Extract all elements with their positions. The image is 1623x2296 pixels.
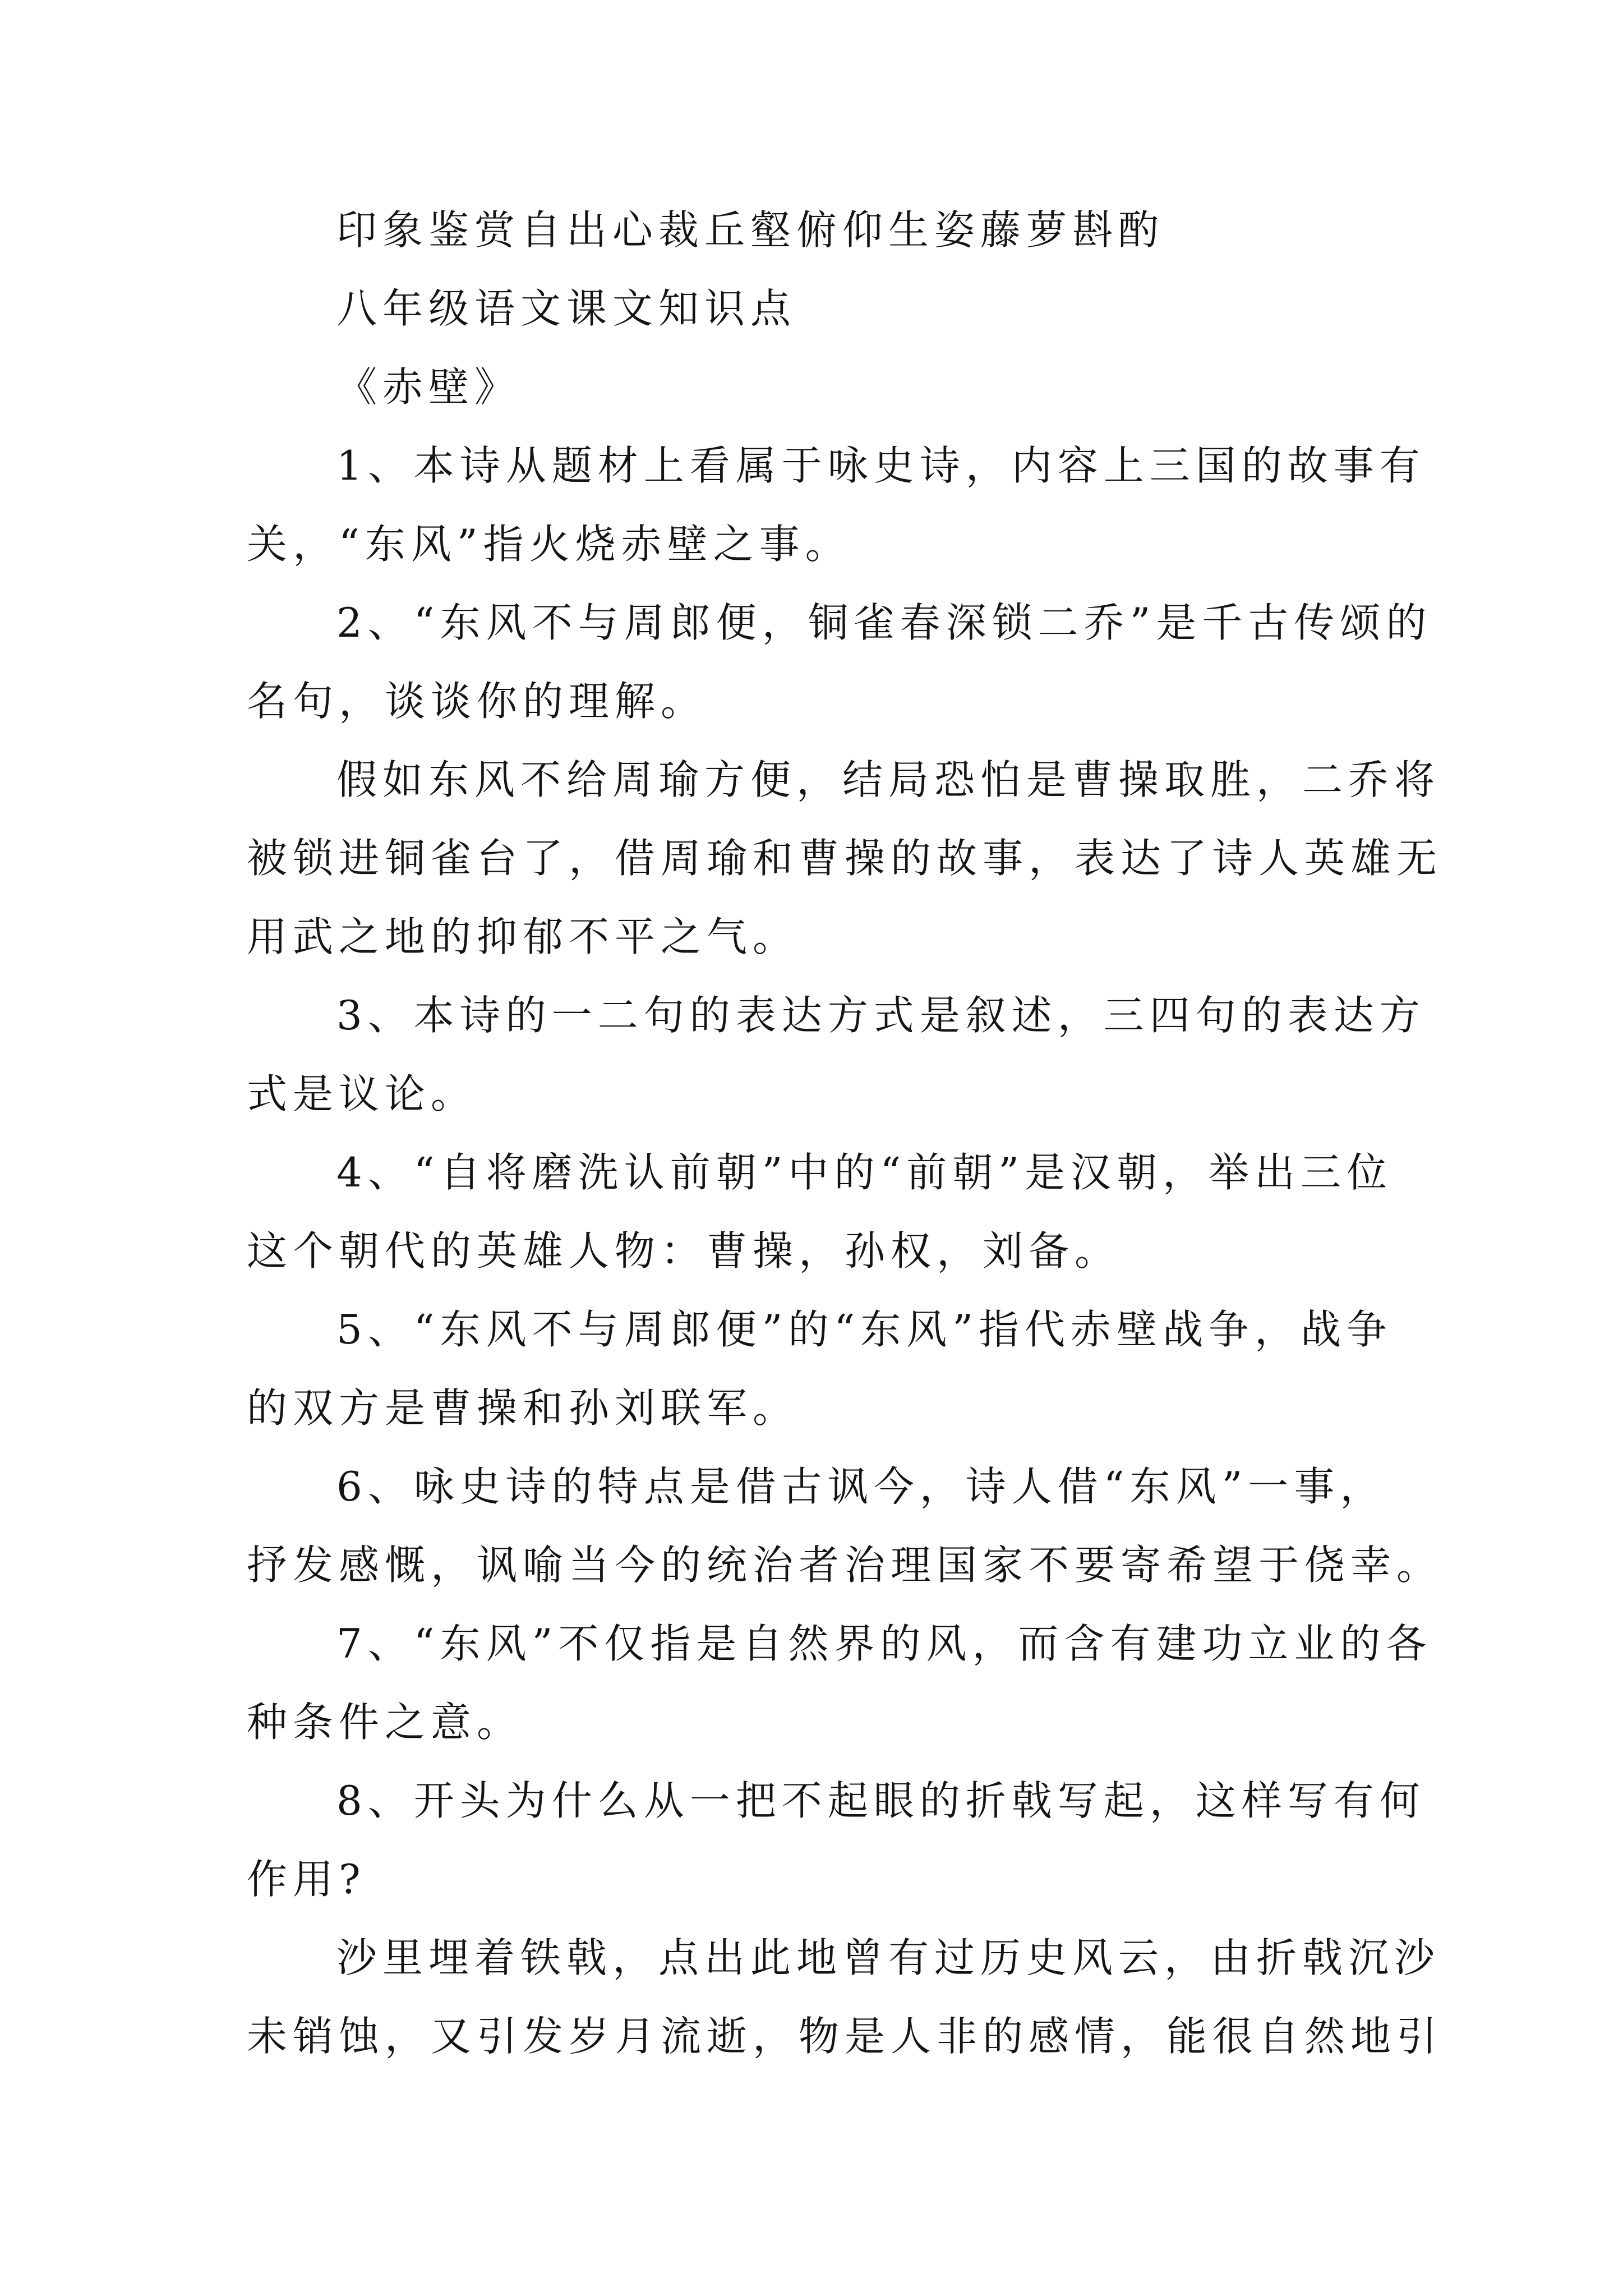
text-line: 抒发感慨，讽喻当今的统治者治理国家不要寄希望于侥幸。: [247, 1542, 1443, 1589]
text-line: 8、开头为什么从一把不起眼的折戟写起，这样写有何: [336, 1777, 1426, 1824]
text-line: 假如东风不给周瑜方便，结局恐怕是曹操取胜，二乔将: [336, 756, 1441, 803]
text-line: 八年级语文课文知识点: [336, 285, 797, 332]
text-line: 2、“东风不与周郎便，铜雀春深锁二乔”是千古传颂的: [336, 599, 1432, 646]
text-line: 《赤壁》: [336, 364, 521, 411]
text-line: 1、本诗从题材上看属于咏史诗，内容上三国的故事有: [336, 442, 1426, 489]
text-line: 沙里埋着铁戟，点出此地曾有过历史风云，由折戟沉沙: [336, 1934, 1441, 1981]
text-line: 作用?: [247, 1856, 366, 1903]
text-line: 3、本诗的一二句的表达方式是叙述，三四句的表达方: [336, 992, 1426, 1039]
text-line: 5、“东风不与周郎便”的“东风”指代赤壁战争，战争: [336, 1306, 1393, 1353]
text-line: 4、“自将磨洗认前朝”中的“前朝”是汉朝，举出三位: [336, 1149, 1393, 1196]
text-line: 的双方是曹操和孙刘联军。: [247, 1384, 799, 1432]
text-line: 式是议论。: [247, 1070, 477, 1117]
text-line: 名句，谈谈你的理解。: [247, 678, 707, 725]
text-line: 被锁进铜雀台了，借周瑜和曹操的故事，表达了诗人英雄无: [247, 835, 1443, 882]
text-line: 7、“东风”不仅指是自然界的风，而含有建功立业的各: [336, 1620, 1432, 1667]
text-line: 未销蚀，又引发岁月流逝，物是人非的感情，能很自然地引: [247, 2013, 1443, 2060]
text-line: 用武之地的抑郁不平之气。: [247, 913, 799, 960]
text-line: 种条件之意。: [247, 1699, 523, 1746]
text-line: 这个朝代的英雄人物：曹操，孙权，刘备。: [247, 1227, 1121, 1274]
text-line: 关，“东风”指火烧赤壁之事。: [247, 521, 851, 568]
text-line: 印象鉴赏自出心裁丘壑俯仰生姿藤萝斟酌: [336, 206, 1165, 254]
text-line: 6、咏史诗的特点是借古讽今，诗人借“东风”一事，: [336, 1463, 1386, 1510]
